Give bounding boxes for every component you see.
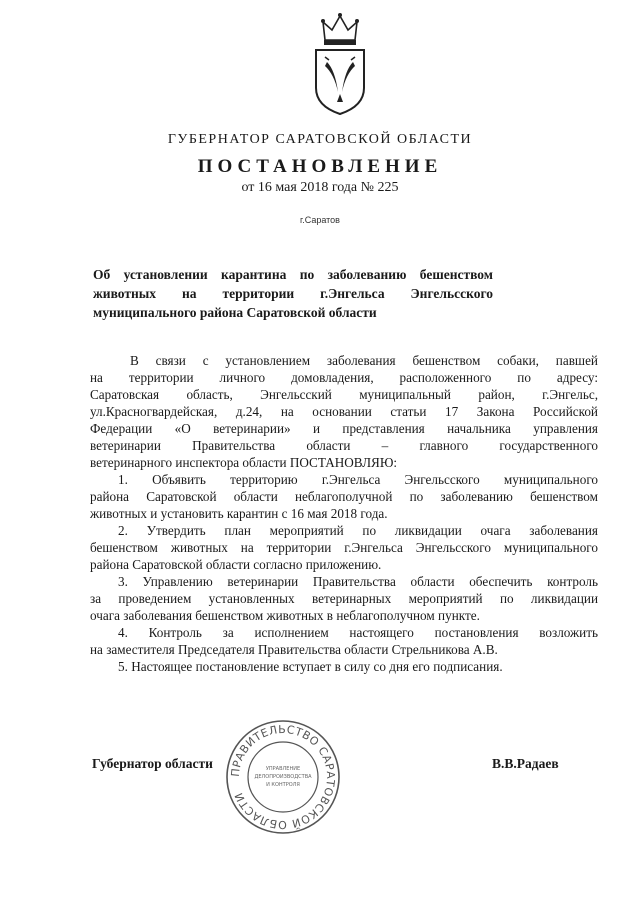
body-line: Саратовская область, Энгельсский муниципальный район, г.Энгельс, xyxy=(90,387,598,402)
body-line: ветеринарного инспектора области ПОСТАНОВЛЯЮ: xyxy=(90,455,398,470)
body-line: В связи с установлением заболевания бешенством собаки, павшей xyxy=(130,353,598,368)
svg-text:ПРАВИТЕЛЬСТВО САРАТОВСКОЙ ОБЛА: ПРАВИТЕЛЬСТВО САРАТОВСКОЙ ОБЛАСТИ xyxy=(228,722,338,832)
document-subject xyxy=(93,265,493,322)
government-title: ГУБЕРНАТОР САРАТОВСКОЙ ОБЛАСТИ xyxy=(167,132,473,147)
body-line: на территории личного домовладения, расположенного по адресу: xyxy=(90,370,598,385)
body-line: ул.Красногвардейская, д.24, на основании статьи 17 Закона Российской xyxy=(90,404,598,419)
document-type: ПОСТАНОВЛЕНИЕ xyxy=(197,156,443,177)
body-line: ветеринарии Правительства области – главного государственного xyxy=(90,438,598,453)
body-line: бешенством животных на территории г.Энгельса Энгельсского муниципального xyxy=(90,540,598,555)
body-line: Федерации «О ветеринарии» и представления начальника управления xyxy=(90,421,598,436)
coat-of-arms-icon xyxy=(305,10,375,120)
signature-position: Губернатор области xyxy=(92,756,213,771)
body-line: очага заболевания бешенством животных в неблагополучном пункте. xyxy=(90,608,480,623)
body-line: района Саратовской области согласно приложению. xyxy=(90,557,382,572)
body-line: на заместителя Председателя Правительства области Стрельникова А.В. xyxy=(90,642,498,657)
svg-text:И КОНТРОЛЯ: И КОНТРОЛЯ xyxy=(266,782,300,788)
subject-line: животных на территории г.Энгельса Энгельсского xyxy=(93,286,493,301)
document-city: г.Саратов xyxy=(300,215,340,225)
body-line: 5. Настоящее постановление вступает в силу со дня его подписания. xyxy=(118,659,503,674)
body-line: за проведением установленных ветеринарных мероприятий по ликвидации xyxy=(90,591,598,606)
svg-text:ДЕЛОПРОИЗВОДСТВА: ДЕЛОПРОИЗВОДСТВА xyxy=(254,774,312,780)
document-body xyxy=(90,352,598,675)
body-line: 3. Управлению ветеринарии Правительства области обеспечить контроль xyxy=(118,574,598,589)
body-line: 1. Объявить территорию г.Энгельса Энгельсского муниципального xyxy=(118,472,598,487)
signature-name: В.В.Радаев xyxy=(492,756,559,771)
body-line: района Саратовской области неблагополучной по заболеванию бешенством xyxy=(90,489,598,504)
subject-line: муниципального района Саратовской области xyxy=(93,305,377,320)
subject-line: Об установлении карантина по заболеванию бешенством xyxy=(93,267,493,282)
body-line: 2. Утвердить план мероприятий по ликвидации очага заболевания xyxy=(118,523,598,538)
body-line: 4. Контроль за исполнением настоящего постановления возложить xyxy=(118,625,598,640)
svg-text:УПРАВЛЕНИЕ: УПРАВЛЕНИЕ xyxy=(265,766,301,772)
body-line: животных и установить карантин с 16 мая 2018 года. xyxy=(90,506,388,521)
document-date-number: от 16 мая 2018 года № 225 xyxy=(241,180,399,195)
official-seal-stamp xyxy=(224,718,342,836)
